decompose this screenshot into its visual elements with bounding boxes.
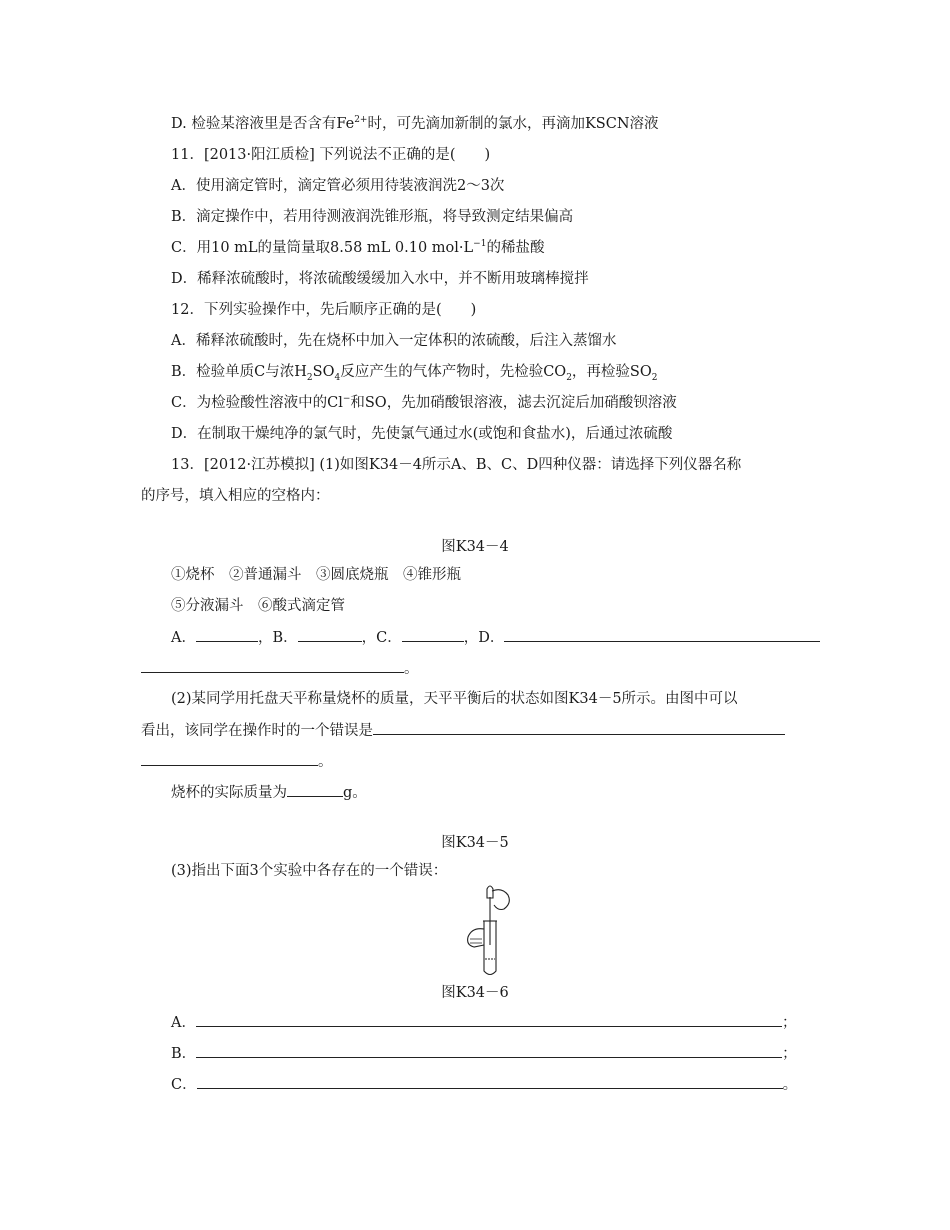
q12-stem: 12．下列实验操作中，先后顺序正确的是( )	[171, 302, 477, 318]
text: 的稀盐酸	[486, 240, 545, 256]
dropper-bulb	[487, 886, 493, 898]
text: C．用10 mL的量筒量取8.58 mL 0.10 mol·L	[171, 240, 474, 256]
text: A．	[171, 630, 196, 646]
q13-stem-line1: 13．[2012·江苏模拟] (1)如图K34－4所示A、B、C、D四种仪器：请选择下列仪器名称	[171, 457, 742, 473]
q11-option-c	[171, 238, 544, 258]
text: ，C．	[361, 630, 402, 646]
text: ；	[782, 1046, 797, 1062]
text: ，再检验SO	[571, 364, 652, 380]
text: 。	[782, 1077, 798, 1093]
text: 时，可先滴加新制的氯水，再滴加KSCN溶液	[367, 116, 659, 132]
error-blank-continued[interactable]	[141, 751, 318, 766]
lower-hand	[468, 929, 484, 947]
q11-option-d: D．稀释浓硫酸时，将浓硫酸缓缓加入水中，并不断用玻璃棒搅拌	[171, 271, 589, 287]
error-blank[interactable]	[373, 720, 785, 735]
text: 反应产生的气体产物时，先检验CO	[340, 364, 567, 380]
answer-line-c	[171, 1074, 797, 1095]
q10-option-d	[171, 114, 659, 134]
answer-blank-part3-c[interactable]	[197, 1074, 783, 1089]
instrument-options-1: ①烧杯 ②普通漏斗 ③圆底烧瓶 ④锥形瓶	[171, 567, 461, 583]
text: 。	[404, 661, 419, 677]
text: B．	[171, 1046, 197, 1062]
beaker-mass-line	[171, 782, 367, 803]
text: B．检验单质C与浓H	[171, 364, 307, 380]
mass-blank[interactable]	[287, 782, 343, 797]
text: 2	[306, 372, 313, 383]
answer-blank-d[interactable]	[504, 627, 820, 642]
text: −1	[473, 239, 487, 250]
q12-option-a: A．稀释浓硫酸时，先在烧杯中加入一定体积的浓硫酸，后注入蒸馏水	[171, 333, 617, 349]
answer-blank-c[interactable]	[402, 627, 464, 642]
figure-caption-k34-5: 图K34－5	[441, 835, 509, 851]
answer-blank-part3-a[interactable]	[196, 1012, 782, 1027]
answer-blank-a[interactable]	[196, 627, 258, 642]
q12-option-c	[171, 393, 677, 413]
answer-blank-b[interactable]	[298, 627, 362, 642]
q12-option-d: D．在制取干燥纯净的氯气时，先使氯气通过水(或饱和食盐水)，后通过浓硫酸	[171, 426, 673, 442]
q13-part3-stem: (3)指出下面3个实验中各存在的一个错误：	[171, 863, 448, 879]
q11-option-a: A．使用滴定管时，滴定管必须用待装液润洗2～3次	[171, 178, 505, 194]
q11-option-b: B．滴定操作中，若用待测液润洗锥形瓶，将导致测定结果偏高	[171, 209, 574, 225]
text: A．	[171, 1015, 196, 1031]
text: C．为检验酸性溶液中的Cl	[171, 395, 343, 411]
answer-blank-d-cont	[141, 658, 419, 679]
text: ，D．	[463, 630, 505, 646]
answer-blanks-abcd	[171, 627, 820, 648]
text: C．	[171, 1077, 197, 1093]
q12-option-b	[171, 362, 657, 382]
figure-caption-k34-4: 图K34－4	[441, 539, 509, 555]
text: SO	[312, 364, 335, 380]
q13-part2-line1: (2)某同学用托盘天平称量烧杯的质量，天平平衡后的状态如图K34－5所示。由图中可以	[171, 691, 738, 707]
text: ，B．	[257, 630, 298, 646]
text: 看出，该同学在操作时的一个错误是	[141, 723, 373, 739]
text: ；	[781, 1015, 797, 1031]
text: 2	[566, 372, 572, 383]
text: 。	[318, 754, 333, 770]
instrument-options-2: ⑤分液漏斗 ⑥酸式滴定管	[171, 598, 345, 614]
q13-part2-line3	[141, 751, 333, 772]
text: 2	[651, 372, 658, 383]
upper-hand	[492, 890, 509, 910]
q13-stem-line2: 的序号，填入相应的空格内：	[141, 488, 330, 504]
text: −	[342, 394, 351, 405]
answer-line-b	[171, 1043, 797, 1064]
q13-part2-line2	[141, 720, 785, 741]
q11-stem: 11．[2013·阳江质检] 下列说法不正确的是( )	[171, 147, 491, 163]
text: 和SO，先加硝酸银溶液，滤去沉淀后加硝酸钡溶液	[350, 395, 677, 411]
figure-caption-k34-6: 图K34－6	[441, 985, 509, 1001]
text: 4	[334, 372, 341, 383]
text: D. 检验某溶液里是否含有Fe	[171, 116, 355, 132]
text: 2+	[354, 115, 368, 126]
answer-blank-d-continued[interactable]	[141, 658, 404, 673]
answer-line-a	[171, 1012, 796, 1033]
dropper-test-tube-figure	[458, 883, 522, 979]
text: 烧杯的实际质量为	[171, 785, 287, 801]
answer-blank-part3-b[interactable]	[196, 1043, 782, 1058]
text: g。	[343, 785, 367, 801]
